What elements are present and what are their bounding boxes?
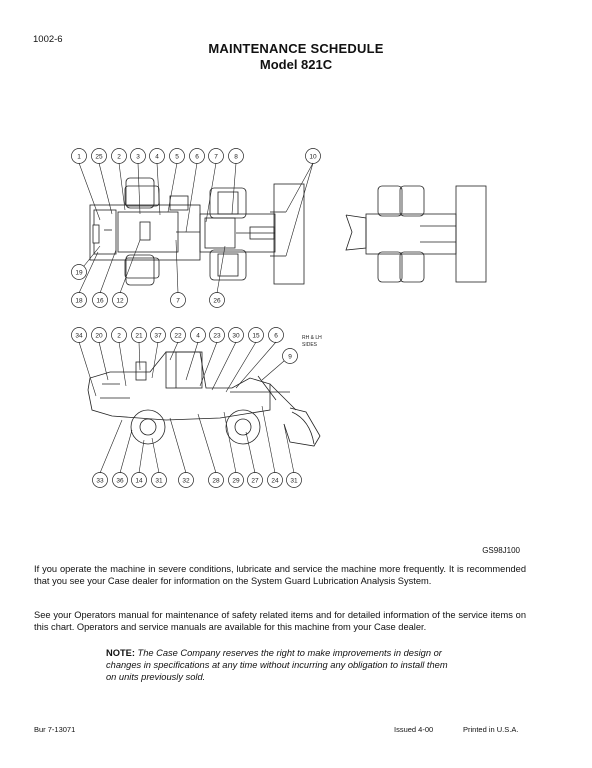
callout-label: 19: [75, 269, 83, 277]
callout-label: 6: [274, 332, 278, 340]
callout-label: 31: [155, 477, 163, 485]
front-view-drawing: [346, 186, 486, 282]
callout-label: 8: [234, 153, 238, 161]
callout-label: 3: [136, 153, 140, 161]
page-title: MAINTENANCE SCHEDULE: [208, 41, 384, 56]
note-block: [106, 647, 456, 684]
callout-label: 37: [154, 332, 162, 340]
callout-label: 22: [174, 332, 182, 340]
paragraph-severe-conditions: If you operate the machine in severe conditions, lubricate and service the machine more frequently. It is recommended that you see your Case dealer for information on the System Guard Lubrication Analysis System.: [34, 564, 526, 586]
side-callouts: [72, 328, 302, 488]
callout-label: 20: [95, 332, 103, 340]
callout-label: 1: [77, 153, 81, 161]
callout-label: 4: [155, 153, 159, 161]
callout-label: 29: [232, 477, 240, 485]
callout-label: 31: [290, 477, 298, 485]
callout-label: 16: [96, 297, 104, 305]
callout-label: 4: [196, 332, 200, 340]
callout-label: 14: [135, 477, 143, 485]
callout-label: 33: [96, 477, 104, 485]
callout-label: 32: [182, 477, 190, 485]
footer-doc-number: Bur 7-13071: [34, 725, 76, 734]
callout-label: 25: [95, 153, 103, 161]
side-note-line1: RH & LH: [302, 335, 322, 341]
callout-label: 28: [212, 477, 220, 485]
callout-label: 10: [309, 153, 317, 161]
top-view-leaders: [79, 163, 313, 293]
callout-label: 26: [213, 297, 221, 305]
callout-label: 7: [176, 297, 180, 305]
maintenance-diagram: [0, 120, 592, 500]
callout-label: 6: [195, 153, 199, 161]
callout-label: 15: [252, 332, 260, 340]
note-label: NOTE:: [106, 648, 135, 658]
figure-code: GS98J100: [482, 546, 520, 555]
page-subtitle: Model 821C: [259, 57, 333, 72]
note-text: The Case Company reserves the right to make improvements in design or changes in specifications at any time without incurring any obligation to install them on units previously sold.: [106, 648, 448, 683]
callout-label: 24: [271, 477, 279, 485]
side-view-leaders: [79, 342, 294, 473]
callout-label: 12: [116, 297, 124, 305]
callout-label: 27: [251, 477, 259, 485]
callout-label: 2: [117, 153, 121, 161]
callout-label: 9: [288, 353, 292, 361]
callout-label: 5: [175, 153, 179, 161]
footer-printed: Printed in U.S.A.: [463, 725, 519, 734]
callout-label: 18: [75, 297, 83, 305]
side-note-line2: SIDES: [302, 342, 318, 348]
top-view-drawing: [90, 178, 304, 285]
callout-label: 7: [214, 153, 218, 161]
callout-label: 21: [135, 332, 143, 340]
page-number: 1002-6: [33, 34, 63, 45]
callout-label: 34: [75, 332, 83, 340]
callout-label: 36: [116, 477, 124, 485]
paragraph-operators-manual: See your Operators manual for maintenance of safety related items and for detailed information of the service items on this chart. Operators and service manuals are available for this machine from your Case dealer.: [34, 610, 526, 632]
callout-label: 30: [232, 332, 240, 340]
callout-label: 2: [117, 332, 121, 340]
footer-issued: Issued 4-00: [394, 725, 434, 734]
callout-label: 23: [213, 332, 221, 340]
